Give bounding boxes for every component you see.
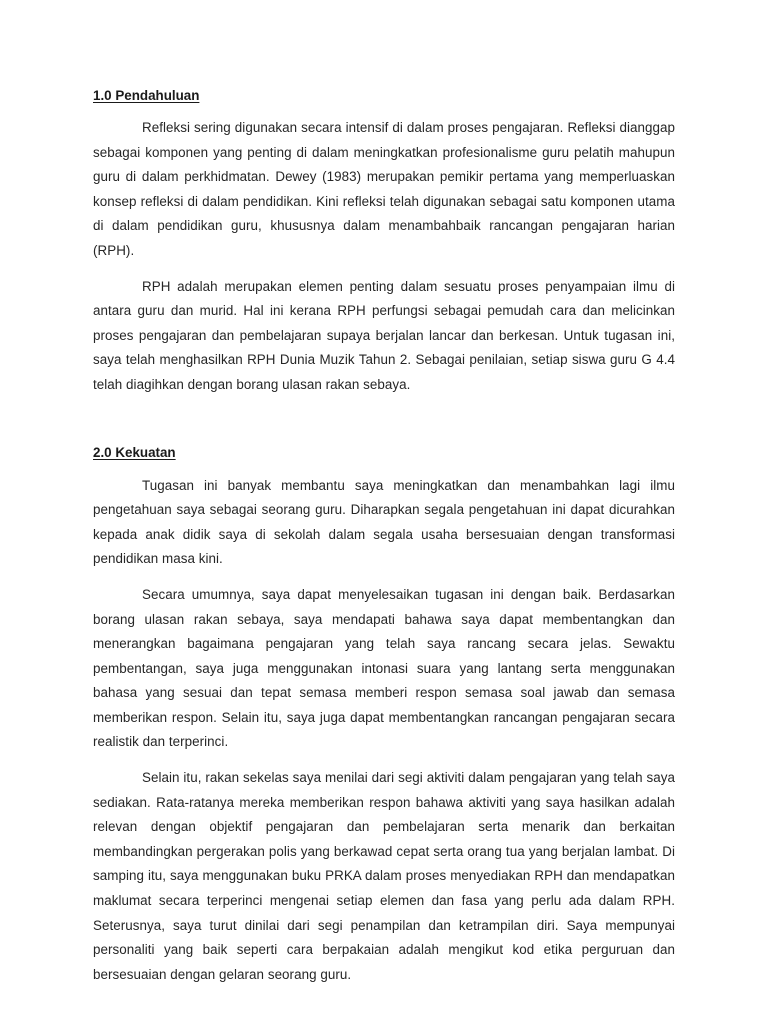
paragraph: Secara umumnya, saya dapat menyelesaikan tugasan ini dengan baik. Berdasarkan borang ulasan rakan sebaya, saya mendapati bahawa saya dapat membentangkan dan menerangkan bagaimana pengajaran yang telah saya rancang secara jelas. Sewaktu pembentangan, saya juga menggunakan intonasi suara yang lantang serta menggunakan bahasa yang sesuai dan tepat semasa memberi respon semasa soal jawab dan semasa memberikan respon. Selain itu, saya juga dapat membentangkan rancangan pengajaran secara realistik dan terperinci. [93,586,675,750]
paragraph: Selain itu, rakan sekelas saya menilai dari segi aktiviti dalam pengajaran yang telah saya sediakan. Rata-ratanya mereka memberikan respon bahawa aktiviti yang saya hasilkan adalah relevan dengan objektif pengajaran dan pembelajaran serta menarik dan berkaitan membandingkan pergerakan polis yang berkawad cepat serta orang tua yang berjalan lambat. Di samping itu, saya menggunakan buku PRKA dalam proses menyediakan RPH dan mendapatkan maklumat secara terperinci mengenai setiap elemen dan fasa yang perlu ada dalam RPH. Seterusnya, saya turut dinilai dari segi penampilan dan ketrampilan diri. Saya mempunyai personaliti yang baik seperti cara berpakaian adalah mengikut kod etika perguruan dan bersesuaian dengan gelaran seorang guru. [93,770,675,982]
section-heading: 1.0 Pendahuluan [93,88,200,103]
document-page [93,86,675,987]
section-heading: 2.0 Kekuatan [93,444,176,460]
section-kekuatan [93,443,675,988]
paragraph: Refleksi sering digunakan secara intensif di dalam proses pengajaran. Refleksi dianggap sebagai komponen yang penting di dalam meningkatkan profesionalisme guru pelatih mahupun guru di dalam perkhidmatan. Dewey (1983) merupakan pemikir pertama yang memperluaskan konsep refleksi di dalam pendidikan. Kini refleksi telah digunakan sebagai satu komponen utama di dalam pendidikan guru, khususnya dalam menambahbaik rancangan pengajaran harian (RPH). [93,120,675,258]
section-pendahuluan [93,86,675,398]
paragraph: Tugasan ini banyak membantu saya meningkatkan dan menambahkan lagi ilmu pengetahuan saya sebagai seorang guru. Diharapkan segala pengetahuan ini dapat dicurahkan kepada anak didik saya di sekolah dalam segala usaha bersesuaian dengan transformasi pendidikan masa kini. [93,477,675,567]
paragraph: RPH adalah merupakan elemen penting dalam sesuatu proses penyampaian ilmu di antara guru dan murid. Hal ini kerana RPH perfungsi sebagai pemudah cara dan melicinkan proses pengajaran dan pembelajaran supaya berjalan lancar dan berkesan. Untuk tugasan ini, saya telah menghasilkan RPH Dunia Muzik Tahun 2. Sebagai penilaian, setiap siswa guru G 4.4 telah diagihkan dengan borang ulasan rakan sebaya. [93,278,675,392]
